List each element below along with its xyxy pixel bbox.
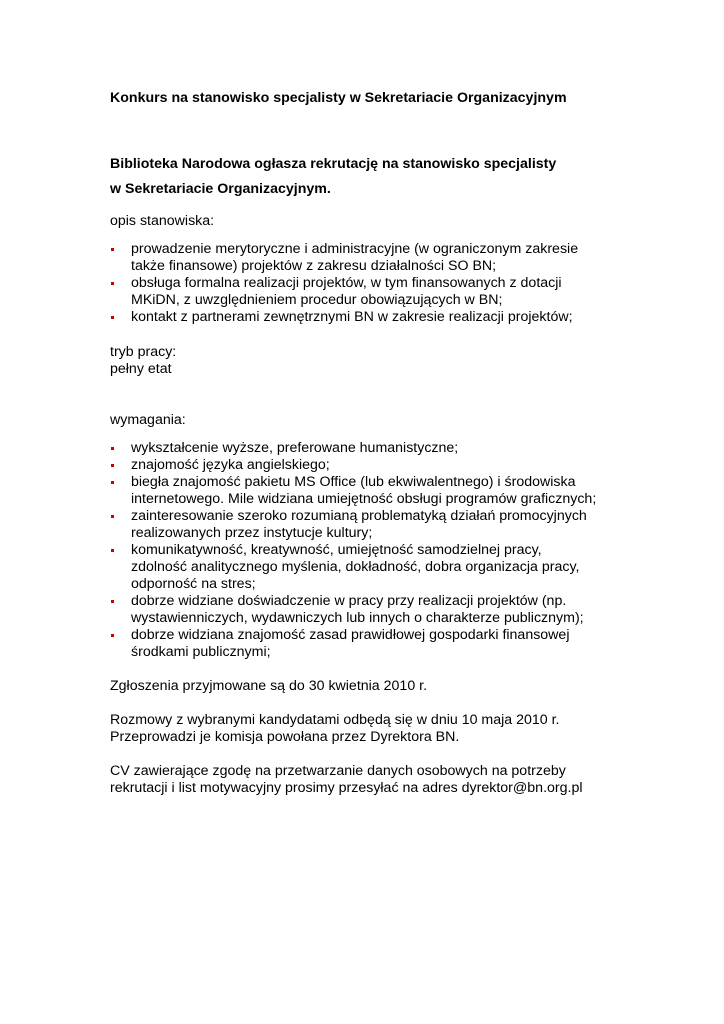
intro-line: Biblioteka Narodowa ogłasza rekrutację na stanowisko specjalisty — [110, 156, 557, 172]
bullet-icon — [111, 248, 114, 251]
list-item — [110, 457, 710, 474]
list-item — [110, 508, 710, 542]
work-mode-label: tryb pracy: — [110, 344, 177, 360]
intro-heading — [110, 152, 710, 202]
requirements-label: wymagania: — [110, 412, 186, 428]
document-page — [110, 90, 710, 797]
document-title: Konkurs na stanowisko specjalisty w Sekretariacie Organizacyjnym — [110, 90, 567, 106]
list-item-line: wystawienniczych, wydawniczych lub innych o charakterze publicznym); — [131, 610, 584, 626]
bullet-icon — [111, 316, 114, 319]
requirements-list — [110, 440, 710, 661]
list-item-line: prowadzenie merytoryczne i administracyjne (w ograniczonym zakresie — [131, 241, 579, 257]
list-item — [110, 627, 710, 661]
list-item — [110, 593, 710, 627]
work-mode-value: pełny etat — [110, 361, 172, 377]
list-item-line: środkami publicznymi; — [131, 644, 271, 660]
list-item-line: znajomość języka angielskiego; — [131, 457, 330, 473]
description-list — [110, 241, 710, 326]
bullet-icon — [111, 600, 114, 603]
list-item-line: zdolność analitycznego myślenia, dokładność, dobra organizacja pracy, — [131, 559, 580, 575]
interviews-line: Przeprowadzi je komisja powołana przez Dyrektora BN. — [110, 729, 460, 745]
bullet-icon — [111, 464, 114, 467]
list-item — [110, 474, 710, 508]
bullet-icon — [111, 481, 114, 484]
description-label: opis stanowiska: — [110, 213, 215, 229]
list-item-line: wykształcenie wyższe, preferowane humanistyczne; — [131, 440, 459, 456]
list-item-line: realizowanych przez instytucje kultury; — [131, 525, 373, 541]
list-item — [110, 542, 710, 593]
bullet-icon — [111, 549, 114, 552]
list-item-line: odporność na stres; — [131, 576, 256, 592]
list-item-line: obsługa formalna realizacji projektów, w tym finansowanych z dotacji — [131, 275, 562, 291]
list-item-line: MKiDN, z uwzględnieniem procedur obowiązujących w BN; — [131, 292, 503, 308]
deadline-text: Zgłoszenia przyjmowane są do 30 kwietnia 2010 r. — [110, 678, 428, 694]
bullet-icon — [111, 634, 114, 637]
list-item-line: internetowego. Mile widziana umiejętność obsługi programów graficznych; — [131, 491, 597, 507]
list-item-line: dobrze widziane doświadczenie w pracy przy realizacji projektów (np. — [131, 593, 567, 609]
list-item-line: zainteresowanie szeroko rozumianą problematyką działań promocyjnych — [131, 508, 587, 524]
bullet-icon — [111, 282, 114, 285]
list-item-line: biegła znajomość pakietu MS Office (lub ekwiwalentnego) i środowiska — [131, 474, 576, 490]
intro-line: w Sekretariacie Organizacyjnym. — [110, 181, 331, 197]
list-item — [110, 241, 710, 275]
list-item — [110, 309, 710, 326]
list-item-line: komunikatywność, kreatywność, umiejętność samodzielnej pracy, — [131, 542, 542, 558]
cv-line: rekrutacji i list motywacyjny prosimy przesyłać na adres dyrektor@bn.org.pl — [110, 780, 583, 796]
list-item-line: kontakt z partnerami zewnętrznymi BN w zakresie realizacji projektów; — [131, 309, 573, 325]
list-item — [110, 440, 710, 457]
list-item-line: dobrze widziana znajomość zasad prawidłowej gospodarki finansowej — [131, 627, 570, 643]
list-item-line: także finansowe) projektów z zakresu działalności SO BN; — [131, 258, 497, 274]
bullet-icon — [111, 447, 114, 450]
interviews-line: Rozmowy z wybranymi kandydatami odbędą się w dniu 10 maja 2010 r. — [110, 712, 560, 728]
cv-line: CV zawierające zgodę na przetwarzanie danych osobowych na potrzeby — [110, 763, 566, 779]
list-item — [110, 275, 710, 309]
bullet-icon — [111, 515, 114, 518]
